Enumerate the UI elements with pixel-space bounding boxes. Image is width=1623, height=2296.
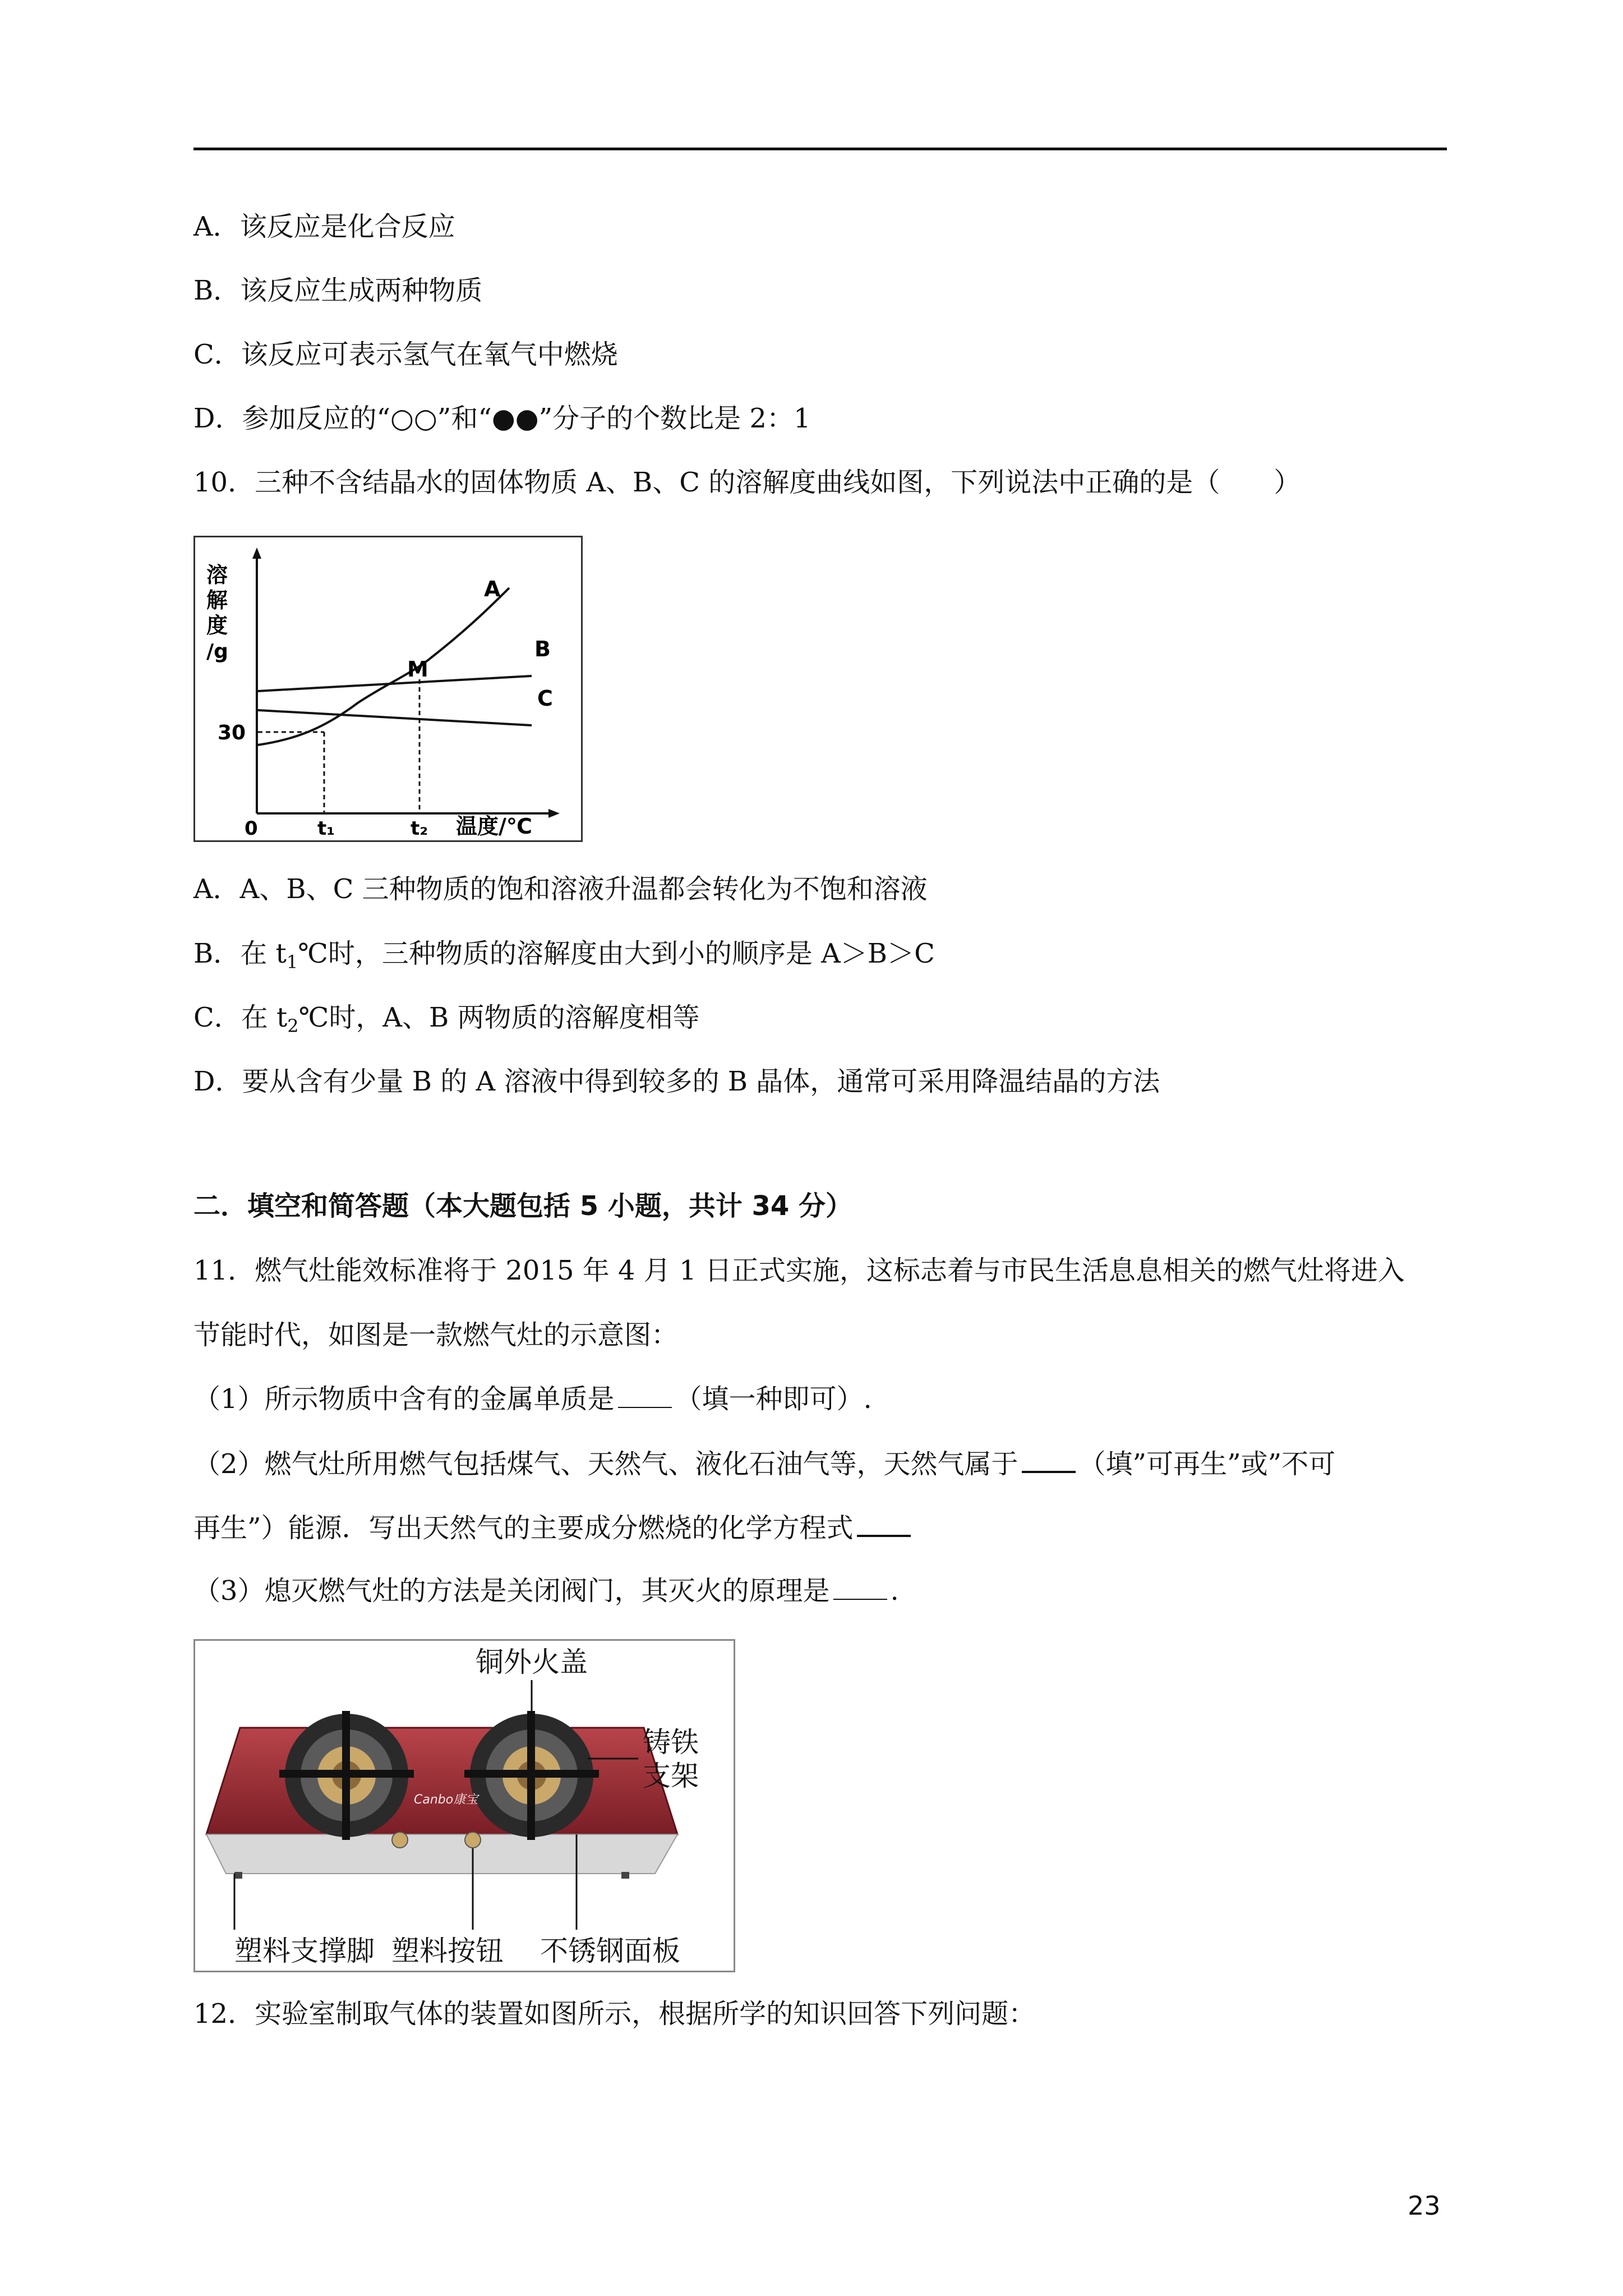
solubility-graph bbox=[193, 536, 583, 842]
answer-blank-2[interactable] bbox=[1022, 1446, 1076, 1473]
section2-title: 二．填空和简答题（本大题包括 5 小题，共计 34 分） bbox=[193, 1190, 853, 1222]
answer-blank-1[interactable] bbox=[618, 1382, 672, 1408]
point-m-label: M bbox=[407, 657, 428, 682]
ylabel-char-2: 解 bbox=[206, 588, 228, 613]
t1-label: t₁ bbox=[317, 817, 335, 840]
q11-part1: （1）所示物质中含有的金属单质是 （填一种即可）. bbox=[193, 1383, 872, 1415]
q11-stem-line1: 11．燃气灶能效标准将于 2015 年 4 月 1 日正式实施，这标志着与市民生活息息相关的燃气灶将进入 bbox=[193, 1255, 1405, 1286]
answer-blank-4[interactable] bbox=[833, 1574, 887, 1600]
xlabel: 温度/℃ bbox=[456, 814, 532, 839]
q11-stem-line2: 节能时代，如图是一款燃气灶的示意图： bbox=[193, 1319, 679, 1351]
curve-b-label: B bbox=[534, 637, 551, 661]
q11-part2-line1: （2）燃气灶所用燃气包括煤气、天然气、液化石油气等，天然气属于 （填”可再生”或”不可 bbox=[193, 1446, 1335, 1481]
q9-option-b: B．该反应生成两种物质 bbox=[193, 275, 483, 306]
origin-label: 0 bbox=[245, 817, 258, 840]
q9-option-d: D．参加反应的“○○”和“●●”分子的个数比是 2：1 bbox=[193, 403, 811, 434]
t2-label: t₂ bbox=[411, 817, 428, 840]
q10-option-c: C．在 $t_2℃$时，A、B 两物质的溶解度相等 bbox=[193, 1002, 700, 1037]
curve-c-label: C bbox=[537, 686, 553, 711]
steel-body bbox=[206, 1834, 677, 1874]
q9-option-c: C．该反应可表示氢气在氧气中燃烧 bbox=[193, 339, 618, 370]
q10-option-d: D．要从含有少量 B 的 A 溶液中得到较多的 B 晶体，通常可采用降温结晶的方法 bbox=[193, 1066, 1160, 1097]
knob-right bbox=[465, 1832, 481, 1848]
glass-panel bbox=[206, 1728, 677, 1834]
header-rule bbox=[193, 148, 1447, 150]
y-tick-30: 30 bbox=[218, 721, 246, 744]
ylabel-char-1: 溶 bbox=[206, 563, 228, 587]
q9-option-a: A．该反应是化合反应 bbox=[193, 211, 455, 242]
label-copper-cap: 铜外火盖 bbox=[476, 1646, 588, 1678]
answer-blank-3[interactable] bbox=[857, 1510, 911, 1537]
brand-label: Canbo康宝 bbox=[414, 1793, 478, 1807]
curve-a-label: A bbox=[484, 577, 501, 601]
q11-part2-line2: 再生”）能源．写出天然气的主要成分燃烧的化学方程式 bbox=[193, 1510, 914, 1545]
ylabel-char-3: 度 bbox=[206, 613, 228, 638]
label-iron-stand-1: 铸铁 bbox=[643, 1726, 699, 1759]
ylabel-char-4: /g bbox=[206, 640, 228, 663]
label-plastic-foot: 塑料支撑脚 bbox=[234, 1935, 375, 1967]
page-number: 23 bbox=[1408, 2191, 1441, 2221]
knob-left bbox=[392, 1832, 408, 1848]
q10-option-b: B．在 $t_1℃$时，三种物质的溶解度由大到小的顺序是 A＞B＞C bbox=[193, 938, 935, 973]
q12-stem: 12．实验室制取气体的装置如图所示，根据所学的知识回答下列问题： bbox=[193, 1998, 1036, 2030]
label-steel-panel: 不锈钢面板 bbox=[540, 1935, 680, 1967]
q10-stem: 10．三种不含结晶水的固体物质 A、B、C 的溶解度曲线如图，下列说法中正确的是（ ） bbox=[193, 467, 1301, 498]
q10-option-a: A．A、B、C 三种物质的饱和溶液升温都会转化为不饱和溶液 bbox=[193, 873, 928, 905]
stove-figure bbox=[193, 1639, 735, 1972]
q11-part3: （3）熄灭燃气灶的方法是关闭阀门，其灭火的原理是 . bbox=[193, 1575, 899, 1607]
line-c bbox=[258, 710, 532, 725]
line-b bbox=[258, 676, 532, 691]
label-plastic-button: 塑料按钮 bbox=[391, 1935, 504, 1967]
label-iron-stand-2: 支架 bbox=[643, 1760, 699, 1792]
